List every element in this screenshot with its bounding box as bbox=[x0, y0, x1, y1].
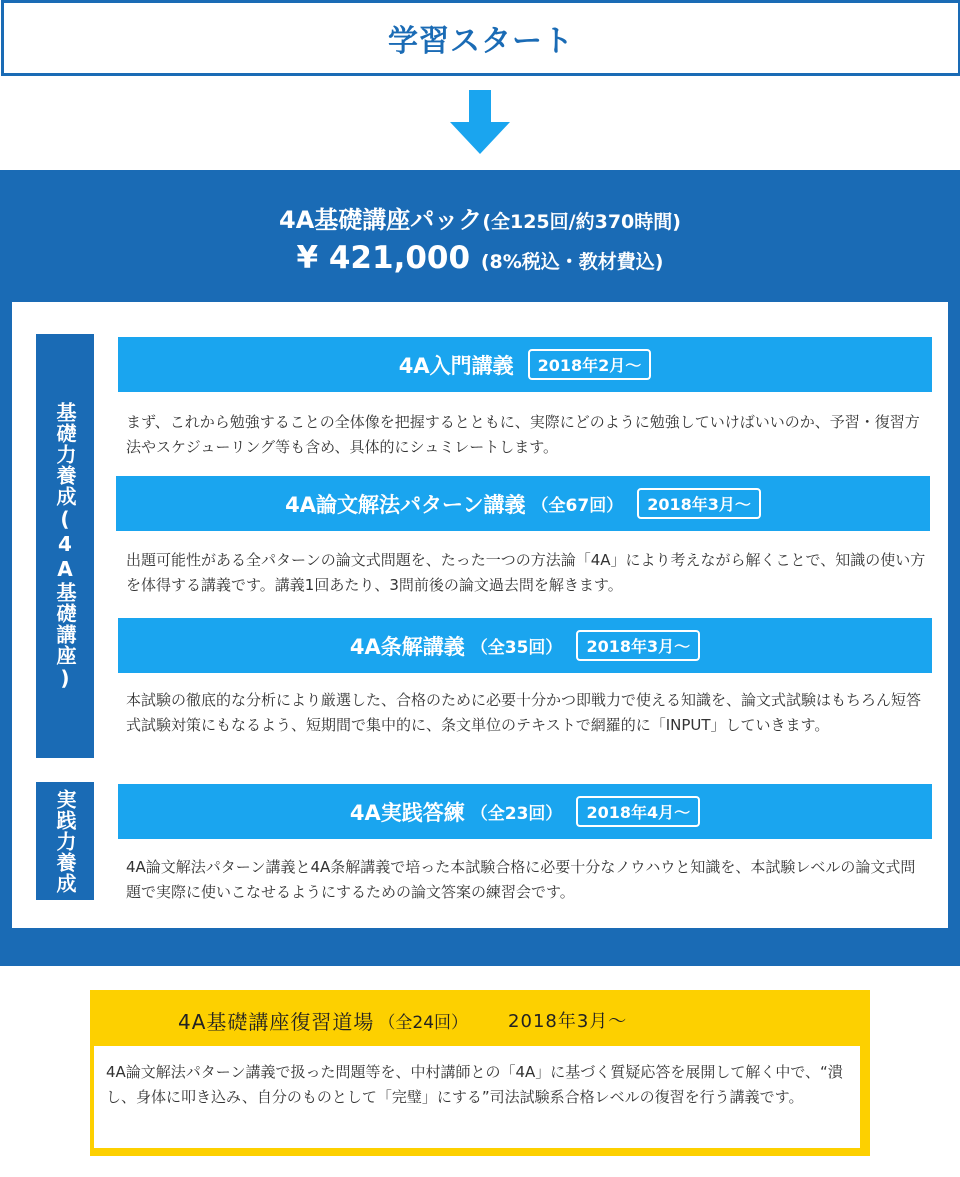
course-date-badge: 2018年4月〜 bbox=[576, 796, 700, 827]
section-basic-label: 基礎力養成(4A基礎講座) bbox=[36, 334, 94, 758]
review-date: 2018年3月〜 bbox=[508, 1011, 628, 1032]
course-name: 4A条解講義 bbox=[349, 634, 465, 659]
course-description: 出題可能性がある全パターンの論文式問題を、たった一つの方法論「4A」により考えながら解くことで、知識の使い方を体得する講義です。講義1回あたり、3問前後の論文過去問を解きます。 bbox=[126, 551, 926, 594]
pack-subtitle: (全125回/約370時間) bbox=[482, 211, 681, 233]
course-description: 本試験の徹底的な分析により厳選した、合格のために必要十分かつ即戦力で使える知識を、論文式試験はもちろん短答式試験対策にもなるよう、短期間で集中的に、条文単位のテキストで網羅的に「INPUT」していきます。 bbox=[126, 691, 922, 734]
course-bar-article bbox=[118, 618, 932, 673]
review-description: 4A論文解法パターン講義で扱った問題等を、中村講師との「4A」に基づく質疑応答を展開して解く中で、“潰し、身体に叩き込み、自分のものとして「完璧」にする”司法試験系合格レベルの復習を行う講義です。 bbox=[106, 1063, 843, 1106]
review-body bbox=[94, 1046, 860, 1148]
course-name: 4A入門講義 bbox=[398, 353, 514, 378]
start-header bbox=[1, 0, 960, 76]
review-name: 4A基礎講座復習道場 bbox=[178, 1009, 375, 1034]
course-date-badge: 2018年3月〜 bbox=[576, 630, 700, 661]
review-title-line bbox=[90, 990, 870, 1050]
course-bar-pattern bbox=[116, 476, 930, 531]
course-count: （全35回） bbox=[470, 638, 563, 658]
course-description: 4A論文解法パターン講義と4A条解講義で培った本試験合格に必要十分なノウハウと知識を、本試験レベルの論文式問題で実際に使いこなせるようにするための論文答案の練習会です。 bbox=[126, 858, 916, 901]
course-description: まず、これから勉強することの全体像を把握するとともに、実際にどのように勉強していけばいいのか、予習・復習方法やスケジューリング等も含め、具体的にシュミレートします。 bbox=[126, 413, 920, 456]
pack-title: 4A基礎講座パック bbox=[279, 206, 483, 234]
course-count: （全23回） bbox=[470, 804, 563, 824]
course-pack bbox=[0, 170, 960, 966]
start-title: 学習スタート bbox=[388, 24, 574, 59]
pack-price: ¥ 421,000 bbox=[296, 240, 471, 276]
review-count: （全24回） bbox=[378, 1012, 469, 1033]
course-count: （全67回） bbox=[531, 496, 624, 516]
review-course bbox=[90, 990, 870, 1156]
course-name: 4A実践答練 bbox=[349, 800, 465, 825]
course-name: 4A論文解法パターン講義 bbox=[285, 492, 526, 517]
course-bar-practice bbox=[118, 784, 932, 839]
course-list-panel bbox=[12, 302, 948, 928]
course-date-badge: 2018年3月〜 bbox=[637, 488, 761, 519]
course-bar-intro bbox=[118, 337, 932, 392]
pack-price-line bbox=[0, 240, 960, 276]
pack-title-line bbox=[0, 200, 960, 235]
pack-price-note: (8%税込・教材費込) bbox=[480, 251, 664, 273]
section-practice-label: 実践力養成 bbox=[36, 782, 94, 900]
course-date-badge: 2018年2月〜 bbox=[528, 349, 652, 380]
arrow-down-icon bbox=[450, 90, 510, 154]
